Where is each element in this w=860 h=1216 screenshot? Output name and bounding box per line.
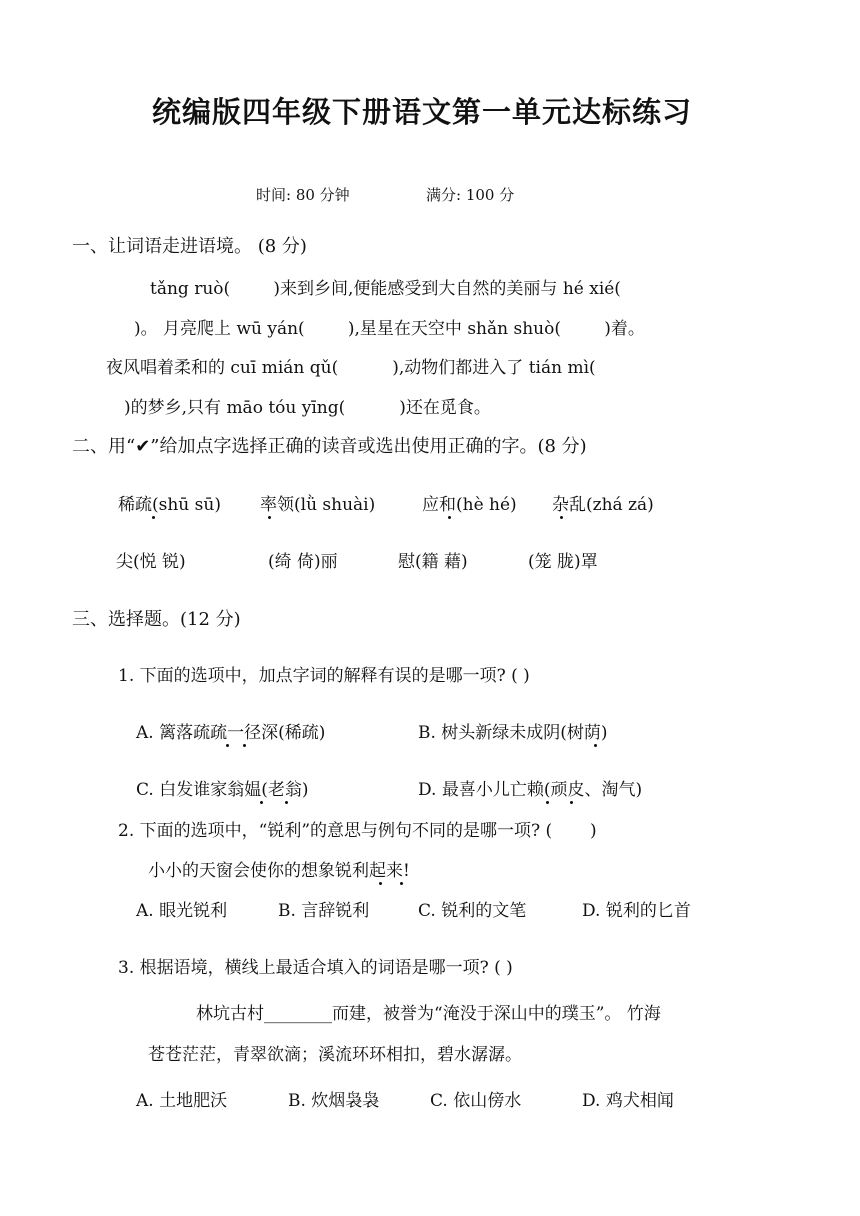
- char-item-1: 尖(悦 锐): [116, 552, 186, 572]
- q1-stem: 1. 下面的选项中，加点字词的解释有误的是哪一项? ( ): [118, 666, 530, 686]
- char-item-4: (笼 胧)罩: [528, 552, 598, 572]
- q1-option-c: C. 白发谁家翁媪(老翁): [136, 780, 309, 800]
- q3-option-a: A. 土地肥沃: [136, 1091, 228, 1111]
- emphasis-dot: [285, 801, 288, 804]
- q1-option-d: D. 最喜小儿亡赖(顽皮、淘气): [418, 780, 643, 800]
- q3-option-c: C. 依山傍水: [430, 1091, 522, 1111]
- emphasis-dot: [243, 744, 246, 747]
- page-title: 统编版四年级下册语文第一单元达标练习: [152, 95, 693, 129]
- emphasis-dot: [260, 801, 263, 804]
- emphasis-dot: [448, 516, 451, 519]
- q2-option-d: D. 锐利的匕首: [582, 901, 691, 921]
- q1-option-b: B. 树头新绿未成阴(树荫): [418, 723, 608, 743]
- q1-option-a: A. 篱落疏疏一径深(稀疏): [136, 723, 326, 743]
- section2-heading: 二、用“✔”给加点字选择正确的读音或选出使用正确的字。(8 分): [72, 436, 587, 457]
- pinyin-item-2: 率领(lǜ shuài): [260, 495, 376, 515]
- section1-line4: )的梦乡,只有 māo tóu yīng( )还在觅食。: [124, 398, 491, 418]
- q3-option-d: D. 鸡犬相闻: [582, 1091, 674, 1111]
- emphasis-dot: [268, 516, 271, 519]
- emphasis-dot: [560, 516, 563, 519]
- emphasis-dot: [379, 882, 382, 885]
- section1-line2: )。 月亮爬上 wū yán( ),星星在天空中 shǎn shuò( )着。: [134, 319, 645, 339]
- pinyin-item-3: 应和(hè hé): [422, 495, 517, 515]
- full-score: 满分: 100 分: [426, 186, 515, 204]
- q3-option-b: B. 炊烟袅袅: [288, 1091, 380, 1111]
- emphasis-dot: [546, 801, 549, 804]
- emphasis-dot: [152, 516, 155, 519]
- emphasis-dot: [594, 744, 597, 747]
- q3-passage-line2: 苍苍茫茫，青翠欲滴；溪流环环相扣，碧水潺潺。: [148, 1045, 522, 1065]
- pinyin-item-4: 杂乱(zhá zá): [552, 495, 654, 515]
- q2-option-b: B. 言辞锐利: [278, 901, 370, 921]
- q2-option-c: C. 锐利的文笔: [418, 901, 527, 921]
- char-item-3: 慰(籍 藉): [398, 552, 468, 572]
- section1-heading: 一、让词语走进语境。 (8 分): [72, 236, 307, 257]
- emphasis-dot: [570, 801, 573, 804]
- time-limit: 时间: 80 分钟: [256, 186, 350, 204]
- pinyin-item-1: 稀疏(shū sū): [118, 495, 221, 515]
- q2-stem: 2. 下面的选项中，“锐利”的意思与例句不同的是哪一项? ( ): [118, 821, 597, 841]
- section3-heading: 三、选择题。(12 分): [72, 609, 241, 630]
- emphasis-dot: [226, 744, 229, 747]
- q2-option-a: A. 眼光锐利: [136, 901, 228, 921]
- emphasis-dot: [400, 882, 403, 885]
- q3-passage-line1: 林坑古村________而建，被誉为“淹没于深山中的璞玉”。 竹海: [196, 1004, 661, 1024]
- q2-example: 小小的天窗会使你的想象锐利起来!: [148, 861, 410, 881]
- char-item-2: (绮 倚)丽: [268, 552, 338, 572]
- section1-line1: tǎng ruò( )来到乡间,便能感受到大自然的美丽与 hé xié(: [150, 279, 621, 299]
- q3-stem: 3. 根据语境，横线上最适合填入的词语是哪一项? ( ): [118, 958, 513, 978]
- section1-line3: 夜风唱着柔和的 cuī mián qǔ( ),动物们都进入了 tián mì(: [106, 358, 596, 378]
